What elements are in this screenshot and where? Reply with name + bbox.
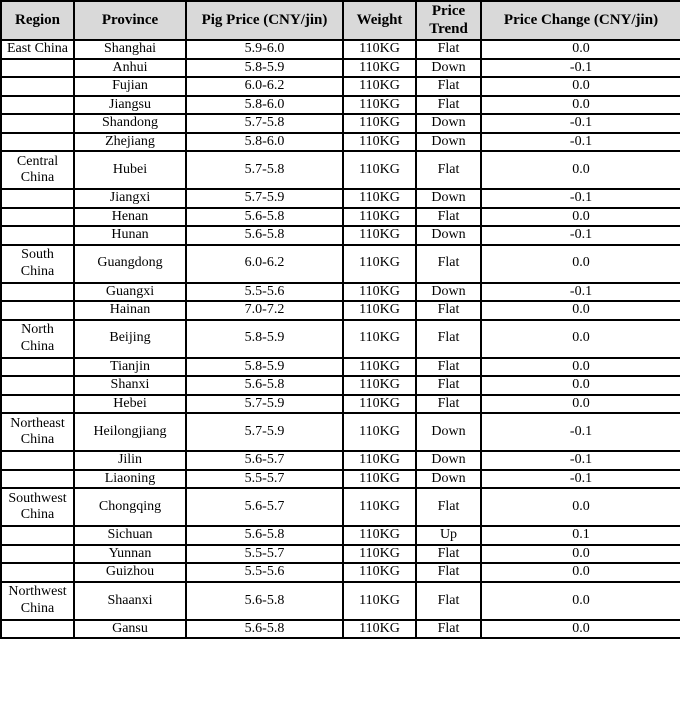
weight-cell: 110KG <box>343 451 416 470</box>
price-change-cell: -0.1 <box>481 226 680 245</box>
price-trend-cell: Flat <box>416 151 481 189</box>
price-change-cell: 0.0 <box>481 40 680 59</box>
price-change-cell: 0.0 <box>481 563 680 582</box>
province-cell: Liaoning <box>74 470 186 489</box>
region-cell: East China <box>1 40 74 59</box>
region-cell <box>1 283 74 302</box>
price-trend-cell: Flat <box>416 77 481 96</box>
province-cell: Jiangsu <box>74 96 186 115</box>
province-cell: Anhui <box>74 59 186 78</box>
province-cell: Tianjin <box>74 358 186 377</box>
price-trend-cell: Flat <box>416 582 481 620</box>
region-cell <box>1 395 74 414</box>
weight-cell: 110KG <box>343 283 416 302</box>
weight-cell: 110KG <box>343 151 416 189</box>
province-cell: Guangxi <box>74 283 186 302</box>
region-cell <box>1 226 74 245</box>
col-header-weight: Weight <box>343 1 416 40</box>
col-header-pig-price: Pig Price (CNY/jin) <box>186 1 343 40</box>
table-row <box>1 96 680 115</box>
region-cell <box>1 189 74 208</box>
weight-cell: 110KG <box>343 620 416 639</box>
table-row <box>1 358 680 377</box>
table-row <box>1 451 680 470</box>
price-change-cell: 0.0 <box>481 208 680 227</box>
price-trend-cell: Down <box>416 114 481 133</box>
pig-price-cell: 7.0-7.2 <box>186 301 343 320</box>
price-change-cell: 0.0 <box>481 620 680 639</box>
price-trend-cell: Flat <box>416 395 481 414</box>
table-row <box>1 245 680 283</box>
table-row <box>1 395 680 414</box>
table-row <box>1 582 680 620</box>
weight-cell: 110KG <box>343 208 416 227</box>
pig-price-cell: 5.6-5.8 <box>186 208 343 227</box>
region-cell <box>1 96 74 115</box>
pig-price-cell: 5.8-5.9 <box>186 320 343 358</box>
price-change-cell: 0.0 <box>481 395 680 414</box>
table-row <box>1 59 680 78</box>
pig-price-cell: 5.5-5.6 <box>186 283 343 302</box>
province-cell: Beijing <box>74 320 186 358</box>
col-header-region: Region <box>1 1 74 40</box>
province-cell: Guizhou <box>74 563 186 582</box>
pig-price-cell: 5.6-5.8 <box>186 582 343 620</box>
weight-cell: 110KG <box>343 96 416 115</box>
price-trend-cell: Flat <box>416 96 481 115</box>
region-cell <box>1 376 74 395</box>
table-row <box>1 283 680 302</box>
weight-cell: 110KG <box>343 114 416 133</box>
price-change-cell: -0.1 <box>481 413 680 451</box>
pig-price-cell: 5.8-5.9 <box>186 59 343 78</box>
table-row <box>1 320 680 358</box>
pig-price-cell: 5.7-5.9 <box>186 395 343 414</box>
region-cell: South China <box>1 245 74 283</box>
price-change-cell: 0.0 <box>481 77 680 96</box>
price-trend-cell: Up <box>416 526 481 545</box>
pig-price-cell: 5.8-5.9 <box>186 358 343 377</box>
region-cell <box>1 563 74 582</box>
price-trend-cell: Flat <box>416 208 481 227</box>
table-row <box>1 563 680 582</box>
table-row <box>1 620 680 639</box>
province-cell: Hunan <box>74 226 186 245</box>
price-trend-cell: Flat <box>416 563 481 582</box>
weight-cell: 110KG <box>343 413 416 451</box>
province-cell: Shaanxi <box>74 582 186 620</box>
pig-price-cell: 5.7-5.9 <box>186 189 343 208</box>
province-cell: Yunnan <box>74 545 186 564</box>
province-cell: Jilin <box>74 451 186 470</box>
province-cell: Gansu <box>74 620 186 639</box>
pig-price-cell: 5.7-5.8 <box>186 151 343 189</box>
table-row <box>1 133 680 152</box>
price-trend-cell: Flat <box>416 620 481 639</box>
region-cell <box>1 133 74 152</box>
province-cell: Henan <box>74 208 186 227</box>
province-cell: Hebei <box>74 395 186 414</box>
province-cell: Shanxi <box>74 376 186 395</box>
price-change-cell: -0.1 <box>481 283 680 302</box>
province-cell: Chongqing <box>74 488 186 526</box>
price-change-cell: -0.1 <box>481 470 680 489</box>
table-row <box>1 114 680 133</box>
price-change-cell: 0.0 <box>481 301 680 320</box>
price-trend-cell: Down <box>416 413 481 451</box>
region-cell <box>1 358 74 377</box>
weight-cell: 110KG <box>343 545 416 564</box>
price-change-cell: -0.1 <box>481 189 680 208</box>
province-cell: Jiangxi <box>74 189 186 208</box>
weight-cell: 110KG <box>343 77 416 96</box>
province-cell: Guangdong <box>74 245 186 283</box>
pig-price-cell: 5.9-6.0 <box>186 40 343 59</box>
price-change-cell: 0.0 <box>481 545 680 564</box>
table-row <box>1 488 680 526</box>
table-row <box>1 208 680 227</box>
province-cell: Shanghai <box>74 40 186 59</box>
pig-price-cell: 5.6-5.7 <box>186 451 343 470</box>
price-trend-cell: Down <box>416 59 481 78</box>
pig-price-cell: 6.0-6.2 <box>186 77 343 96</box>
price-trend-cell: Flat <box>416 301 481 320</box>
price-trend-cell: Flat <box>416 320 481 358</box>
region-cell <box>1 114 74 133</box>
table-row <box>1 226 680 245</box>
table-row <box>1 526 680 545</box>
province-cell: Shandong <box>74 114 186 133</box>
pig-price-cell: 5.7-5.8 <box>186 114 343 133</box>
price-change-cell: -0.1 <box>481 114 680 133</box>
weight-cell: 110KG <box>343 395 416 414</box>
weight-cell: 110KG <box>343 563 416 582</box>
price-change-cell: 0.0 <box>481 245 680 283</box>
pig-price-cell: 5.8-6.0 <box>186 96 343 115</box>
weight-cell: 110KG <box>343 470 416 489</box>
table-row <box>1 151 680 189</box>
col-header-province: Province <box>74 1 186 40</box>
pig-price-cell: 5.7-5.9 <box>186 413 343 451</box>
weight-cell: 110KG <box>343 40 416 59</box>
pig-price-cell: 5.5-5.7 <box>186 470 343 489</box>
col-header-price-change: Price Change (CNY/jin) <box>481 1 680 40</box>
price-change-cell: 0.0 <box>481 96 680 115</box>
weight-cell: 110KG <box>343 320 416 358</box>
province-cell: Heilongjiang <box>74 413 186 451</box>
table-header-row <box>1 1 680 40</box>
weight-cell: 110KG <box>343 245 416 283</box>
price-trend-cell: Flat <box>416 545 481 564</box>
table-row <box>1 189 680 208</box>
pig-price-cell: 5.6-5.8 <box>186 526 343 545</box>
region-cell: North China <box>1 320 74 358</box>
region-cell <box>1 451 74 470</box>
price-change-cell: 0.0 <box>481 320 680 358</box>
pig-price-cell: 5.8-6.0 <box>186 133 343 152</box>
region-cell <box>1 545 74 564</box>
pig-price-cell: 5.6-5.8 <box>186 620 343 639</box>
pig-price-cell: 5.6-5.7 <box>186 488 343 526</box>
pig-price-cell: 5.6-5.8 <box>186 376 343 395</box>
table-row <box>1 413 680 451</box>
price-change-cell: 0.0 <box>481 376 680 395</box>
region-cell: Northeast China <box>1 413 74 451</box>
price-change-cell: -0.1 <box>481 133 680 152</box>
region-cell <box>1 526 74 545</box>
weight-cell: 110KG <box>343 133 416 152</box>
weight-cell: 110KG <box>343 59 416 78</box>
weight-cell: 110KG <box>343 582 416 620</box>
weight-cell: 110KG <box>343 488 416 526</box>
price-trend-cell: Flat <box>416 488 481 526</box>
price-trend-cell: Down <box>416 451 481 470</box>
province-cell: Sichuan <box>74 526 186 545</box>
region-cell: Southwest China <box>1 488 74 526</box>
region-cell <box>1 470 74 489</box>
region-cell <box>1 208 74 227</box>
weight-cell: 110KG <box>343 526 416 545</box>
weight-cell: 110KG <box>343 226 416 245</box>
region-cell <box>1 301 74 320</box>
price-trend-cell: Down <box>416 470 481 489</box>
price-change-cell: 0.0 <box>481 582 680 620</box>
price-change-cell: 0.1 <box>481 526 680 545</box>
province-cell: Hainan <box>74 301 186 320</box>
province-cell: Zhejiang <box>74 133 186 152</box>
weight-cell: 110KG <box>343 358 416 377</box>
price-trend-cell: Flat <box>416 376 481 395</box>
region-cell <box>1 77 74 96</box>
price-trend-cell: Down <box>416 226 481 245</box>
region-cell <box>1 620 74 639</box>
table-row <box>1 470 680 489</box>
price-change-cell: 0.0 <box>481 151 680 189</box>
table-row <box>1 77 680 96</box>
price-change-cell: 0.0 <box>481 488 680 526</box>
province-cell: Fujian <box>74 77 186 96</box>
col-header-price-trend: Price Trend <box>416 1 481 40</box>
region-cell: Central China <box>1 151 74 189</box>
weight-cell: 110KG <box>343 189 416 208</box>
pig-price-cell: 6.0-6.2 <box>186 245 343 283</box>
table-row <box>1 40 680 59</box>
price-change-cell: -0.1 <box>481 59 680 78</box>
price-change-cell: 0.0 <box>481 358 680 377</box>
table-row <box>1 301 680 320</box>
price-trend-cell: Down <box>416 189 481 208</box>
region-cell: Northwest China <box>1 582 74 620</box>
weight-cell: 110KG <box>343 376 416 395</box>
table-row <box>1 376 680 395</box>
province-cell: Hubei <box>74 151 186 189</box>
price-trend-cell: Flat <box>416 245 481 283</box>
price-change-cell: -0.1 <box>481 451 680 470</box>
weight-cell: 110KG <box>343 301 416 320</box>
region-cell <box>1 59 74 78</box>
pig-price-cell: 5.6-5.8 <box>186 226 343 245</box>
pig-price-cell: 5.5-5.6 <box>186 563 343 582</box>
pig-price-cell: 5.5-5.7 <box>186 545 343 564</box>
price-trend-cell: Down <box>416 133 481 152</box>
price-trend-cell: Flat <box>416 358 481 377</box>
price-trend-cell: Down <box>416 283 481 302</box>
price-trend-cell: Flat <box>416 40 481 59</box>
table-row <box>1 545 680 564</box>
